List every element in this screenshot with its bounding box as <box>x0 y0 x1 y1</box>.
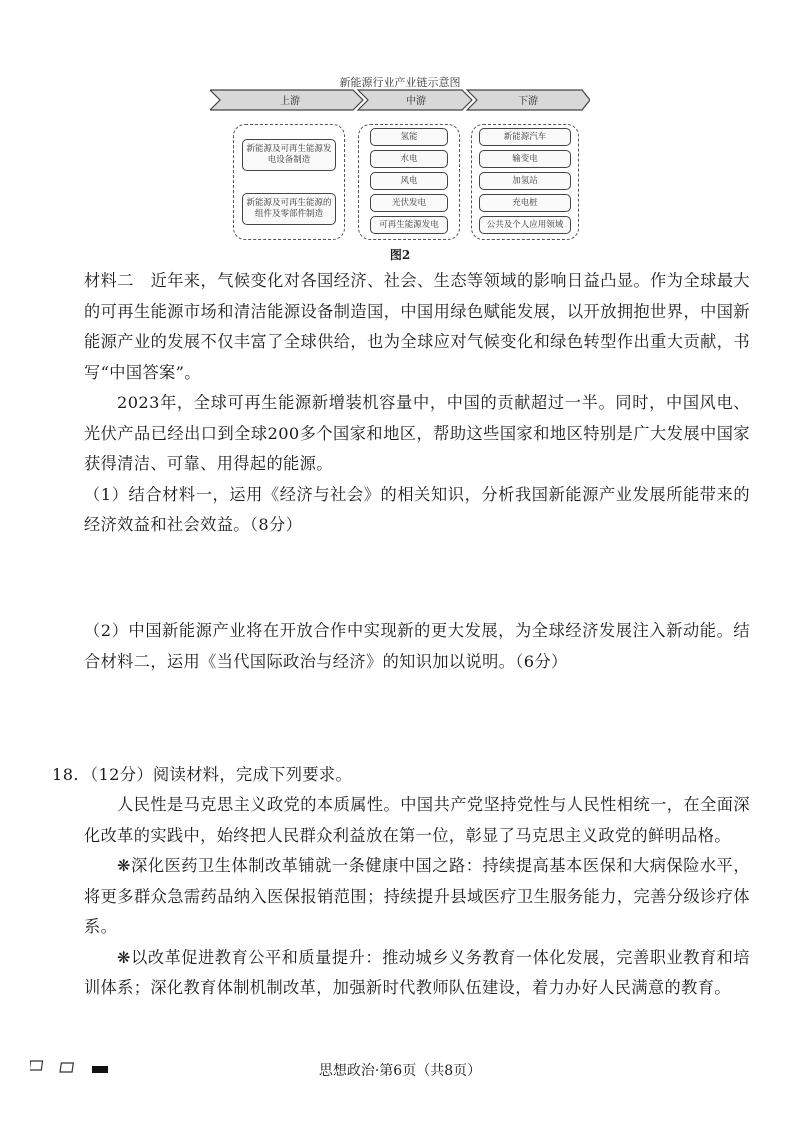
question-18-heading: 18．（12分）阅读材料，完成下列要求。 <box>52 765 353 784</box>
q18-paragraph-3: ❋以改革促进教育公平和质量提升：推动城乡义务教育一体化发展，完善职业教育和培训体系；深化教育体制机制改革，加强新时代教师队伍建设，着力办好人民满意的教育。 <box>84 947 750 997</box>
material-two-paragraph-1: 材料二 近年来，气候变化对各国经济、社会、生态等领域的影响日益凸显。作为全球最大的可再生能源市场和清洁能源设备制造国，中国用绿色赋能发展，以开放拥抱世界，中国新能源产业的发展不仅丰富了全球供给，也为全球应对气候变化和绿色转型作出重大贡献，书写“中国答案”。 <box>84 271 750 382</box>
material-two-paragraph-2: 2023年，全球可再生能源新增装机容量中，中国的贡献超过一半。同时，中国风电、光伏产品已经出口到全球200多个国家和地区，帮助这些国家和地区特别是广大发展中国家获得清洁、可靠、用得起的能源。 <box>84 393 750 473</box>
material-two <box>84 266 750 541</box>
stage-label-downstream: 下游 <box>518 96 538 107</box>
figure-title: 新能源行业产业链示意图 <box>339 76 461 89</box>
midstream-item: 光伏发电 <box>370 194 448 212</box>
downstream-item: 充电桩 <box>479 194 571 212</box>
question-18-heading-block <box>52 760 752 791</box>
stage-arrows <box>210 88 590 114</box>
question-18-material <box>84 790 750 1004</box>
midstream-item: 可再生能源发电 <box>370 216 448 234</box>
q18-paragraph-2: ❋深化医药卫生体制改革铺就一条健康中国之路：持续提高基本医保和大病保险水平，将更多群众急需药品纳入医保报销范围；持续提升县域医疗卫生服务能力，完善分级诊疗体系。 <box>84 856 750 936</box>
question-1: （1）结合材料一，运用《经济与社会》的相关知识，分析我国新能源产业发展所能带来的经济效益和社会效益。（8分） <box>84 484 750 534</box>
downstream-item: 新能源汽车 <box>479 128 571 146</box>
question-2-block <box>84 616 750 677</box>
downstream-item: 加氢站 <box>479 172 571 190</box>
stage-label-upstream: 上游 <box>280 96 300 107</box>
stage-label-midstream: 中游 <box>406 96 426 107</box>
upstream-item: 新能源及可再生能源的组件及零部件制造 <box>242 193 336 225</box>
question-2: （2）中国新能源产业将在开放合作中实现新的更大发展，为全球经济发展注入新动能。结合材料二，运用《当代国际政治与经济》的知识加以说明。（6分） <box>84 621 750 671</box>
midstream-item: 氢能 <box>370 128 448 146</box>
upstream-item: 新能源及可再生能源发电设备制造 <box>242 139 336 171</box>
midstream-item: 水电 <box>370 150 448 168</box>
midstream-item: 风电 <box>370 172 448 190</box>
page-footer: 思想政治·第6页（共8页） <box>318 1063 482 1079</box>
downstream-item: 输变电 <box>479 150 571 168</box>
downstream-item: 公共及个人应用领域 <box>479 216 571 234</box>
figure-caption: 图2 <box>389 248 411 262</box>
q18-paragraph-1: 人民性是马克思主义政党的本质属性。中国共产党坚持党性与人民性相统一，在全面深化改革的实践中，始终把人民群众利益放在第一位，彰显了马克思主义政党的鲜明品格。 <box>84 795 750 845</box>
